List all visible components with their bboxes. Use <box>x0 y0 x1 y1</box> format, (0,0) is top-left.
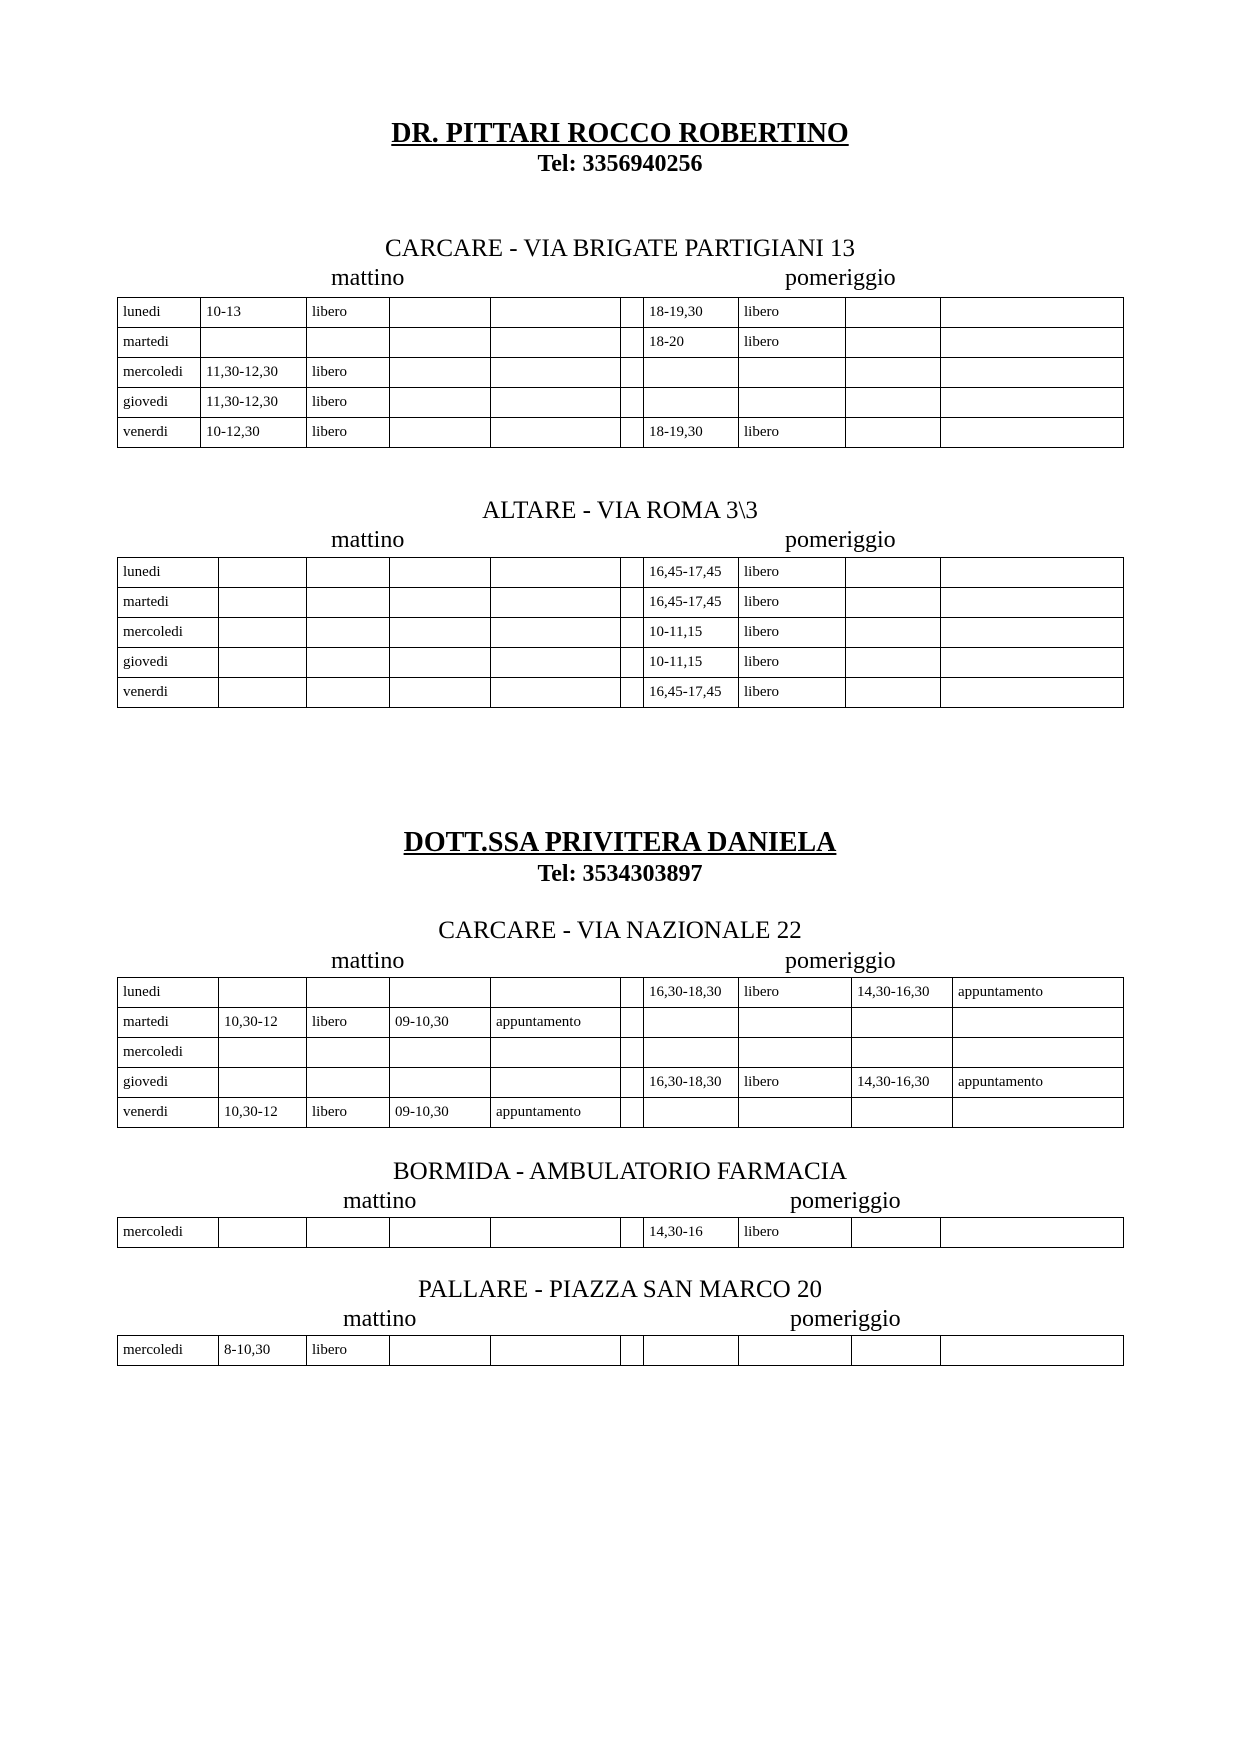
schedule-cell <box>390 298 491 328</box>
schedule-cell: 11,30-12,30 <box>201 388 307 418</box>
schedule-cell <box>739 1336 852 1366</box>
day-cell: venerdi <box>118 418 201 448</box>
location-title: CARCARE - VIA NAZIONALE 22 <box>438 917 802 944</box>
schedule-cell <box>491 588 621 618</box>
schedule-cell <box>941 648 1124 678</box>
schedule-cell <box>491 358 621 388</box>
schedule-cell: appuntamento <box>953 1068 1124 1098</box>
schedule-cell: 8-10,30 <box>219 1336 307 1366</box>
schedule-cell <box>621 1038 644 1068</box>
schedule-cell <box>491 298 621 328</box>
schedule-cell: 16,45-17,45 <box>644 558 739 588</box>
schedule-cell: 10,30-12 <box>219 1008 307 1038</box>
doctor-phone: Tel: 3356940256 <box>537 151 703 177</box>
schedule-cell <box>219 558 307 588</box>
schedule-cell <box>644 358 739 388</box>
schedule-cell: 10,30-12 <box>219 1098 307 1128</box>
schedule-cell <box>846 618 941 648</box>
schedule-cell <box>621 648 644 678</box>
schedule-cell <box>307 328 390 358</box>
schedule-cell: libero <box>739 298 846 328</box>
schedule-cell <box>846 388 941 418</box>
table-row <box>118 1038 1124 1068</box>
schedule-cell <box>219 1068 307 1098</box>
table-row <box>118 978 1124 1008</box>
schedule-cell: 16,30-18,30 <box>644 978 739 1008</box>
day-cell: mercoledi <box>118 618 219 648</box>
afternoon-label: pomeriggio <box>785 527 896 553</box>
schedule-cell <box>846 558 941 588</box>
morning-label: mattino <box>343 1188 417 1214</box>
doctor-name: DR. PITTARI ROCCO ROBERTINO <box>391 118 849 149</box>
schedule-cell <box>390 618 491 648</box>
schedule-cell <box>219 978 307 1008</box>
schedule-cell <box>852 1008 953 1038</box>
table-row <box>118 648 1124 678</box>
schedule-cell <box>621 1098 644 1128</box>
schedule-cell: appuntamento <box>953 978 1124 1008</box>
afternoon-label: pomeriggio <box>785 265 896 291</box>
day-cell: mercoledi <box>118 1336 219 1366</box>
schedule-cell <box>307 1068 390 1098</box>
schedule-cell <box>491 328 621 358</box>
schedule-cell: 16,45-17,45 <box>644 588 739 618</box>
schedule-cell: libero <box>307 298 390 328</box>
schedule-cell <box>621 1218 644 1248</box>
schedule-cell <box>621 978 644 1008</box>
schedule-cell <box>491 618 621 648</box>
day-cell: lunedi <box>118 978 219 1008</box>
schedule-cell: 09-10,30 <box>390 1098 491 1128</box>
schedule-cell <box>307 558 390 588</box>
schedule-cell <box>941 328 1124 358</box>
doctor-phone: Tel: 3534303897 <box>537 861 703 887</box>
schedule-cell <box>307 1038 390 1068</box>
table-row <box>118 388 1124 418</box>
schedule-body <box>118 558 1124 708</box>
schedule-cell <box>644 1098 739 1128</box>
schedule-cell <box>491 558 621 588</box>
table-row <box>118 618 1124 648</box>
schedule-cell <box>491 418 621 448</box>
schedule-cell <box>739 388 846 418</box>
schedule-cell <box>390 388 491 418</box>
table-row <box>118 418 1124 448</box>
schedule-cell <box>390 418 491 448</box>
schedule-cell <box>390 358 491 388</box>
schedule-cell <box>390 648 491 678</box>
day-cell: lunedi <box>118 558 219 588</box>
table-row <box>118 558 1124 588</box>
schedule-cell: libero <box>739 588 846 618</box>
table-row <box>118 1068 1124 1098</box>
schedule-cell: 10-12,30 <box>201 418 307 448</box>
schedule-cell <box>852 1038 953 1068</box>
afternoon-label: pomeriggio <box>790 1188 901 1214</box>
schedule-cell <box>644 1038 739 1068</box>
table-row <box>118 678 1124 708</box>
schedule-cell: 16,30-18,30 <box>644 1068 739 1098</box>
schedule-cell <box>941 558 1124 588</box>
schedule-cell <box>739 1008 852 1038</box>
schedule-cell <box>390 1068 491 1098</box>
schedule-cell <box>621 358 644 388</box>
schedule-table <box>117 297 1124 448</box>
schedule-cell: libero <box>739 1068 852 1098</box>
schedule-cell <box>390 328 491 358</box>
schedule-cell <box>644 388 739 418</box>
schedule-cell <box>307 618 390 648</box>
schedule-cell: libero <box>739 648 846 678</box>
schedule-cell <box>621 1336 644 1366</box>
schedule-cell <box>953 1008 1124 1038</box>
schedule-cell <box>307 978 390 1008</box>
schedule-cell <box>219 588 307 618</box>
schedule-cell <box>846 418 941 448</box>
schedule-cell <box>219 618 307 648</box>
schedule-cell: libero <box>739 978 852 1008</box>
table-row <box>118 358 1124 388</box>
schedule-table <box>117 1217 1124 1248</box>
schedule-cell <box>219 648 307 678</box>
day-cell: venerdi <box>118 678 219 708</box>
schedule-cell <box>621 328 644 358</box>
table-row <box>118 1218 1124 1248</box>
schedule-cell: appuntamento <box>491 1008 621 1038</box>
day-cell: mercoledi <box>118 1038 219 1068</box>
schedule-cell: libero <box>739 678 846 708</box>
doctor-name: DOTT.SSA PRIVITERA DANIELA <box>403 827 837 858</box>
schedule-cell <box>621 388 644 418</box>
schedule-cell: 10-13 <box>201 298 307 328</box>
schedule-cell <box>621 1068 644 1098</box>
morning-label: mattino <box>331 527 405 553</box>
afternoon-label: pomeriggio <box>785 948 896 974</box>
table-row <box>118 588 1124 618</box>
schedule-cell: 09-10,30 <box>390 1008 491 1038</box>
schedule-cell: 11,30-12,30 <box>201 358 307 388</box>
schedule-cell <box>491 1336 621 1366</box>
schedule-cell <box>852 1098 953 1128</box>
location-title: CARCARE - VIA BRIGATE PARTIGIANI 13 <box>384 235 856 262</box>
morning-label: mattino <box>331 265 405 291</box>
schedule-cell: libero <box>307 1098 390 1128</box>
schedule-body <box>118 978 1124 1128</box>
schedule-cell <box>739 1038 852 1068</box>
schedule-cell <box>201 328 307 358</box>
schedule-cell: libero <box>307 388 390 418</box>
schedule-cell <box>390 1336 491 1366</box>
schedule-cell: libero <box>307 418 390 448</box>
schedule-cell <box>307 648 390 678</box>
schedule-cell: 10-11,15 <box>644 618 739 648</box>
schedule-cell <box>491 648 621 678</box>
schedule-cell: 14,30-16 <box>644 1218 739 1248</box>
table-row <box>118 328 1124 358</box>
day-cell: giovedi <box>118 388 201 418</box>
schedule-cell <box>219 678 307 708</box>
schedule-cell <box>219 1038 307 1068</box>
schedule-cell <box>491 978 621 1008</box>
schedule-cell <box>644 1336 739 1366</box>
schedule-cell: 18-19,30 <box>644 418 739 448</box>
table-row <box>118 1098 1124 1128</box>
schedule-body <box>118 1218 1124 1248</box>
location-title: ALTARE - VIA ROMA 3\3 <box>482 497 758 524</box>
day-cell: mercoledi <box>118 1218 219 1248</box>
day-cell: giovedi <box>118 1068 219 1098</box>
schedule-cell: 18-19,30 <box>644 298 739 328</box>
schedule-cell <box>491 678 621 708</box>
schedule-cell <box>621 298 644 328</box>
schedule-cell <box>739 1098 852 1128</box>
schedule-cell: libero <box>739 328 846 358</box>
schedule-cell: libero <box>307 358 390 388</box>
schedule-cell <box>953 1098 1124 1128</box>
day-cell: venerdi <box>118 1098 219 1128</box>
schedule-cell <box>852 1218 941 1248</box>
schedule-cell: 10-11,15 <box>644 648 739 678</box>
schedule-cell: 14,30-16,30 <box>852 978 953 1008</box>
schedule-cell <box>941 418 1124 448</box>
day-cell: lunedi <box>118 298 201 328</box>
schedule-cell: libero <box>739 418 846 448</box>
schedule-cell <box>941 618 1124 648</box>
schedule-cell <box>491 388 621 418</box>
morning-label: mattino <box>343 1306 417 1332</box>
day-cell: giovedi <box>118 648 219 678</box>
day-cell: martedi <box>118 328 201 358</box>
schedule-cell <box>941 358 1124 388</box>
schedule-cell <box>621 1008 644 1038</box>
schedule-cell <box>953 1038 1124 1068</box>
schedule-cell <box>739 358 846 388</box>
schedule-cell <box>846 358 941 388</box>
schedule-cell <box>491 1218 621 1248</box>
schedule-cell <box>307 678 390 708</box>
schedule-cell <box>644 1008 739 1038</box>
day-cell: mercoledi <box>118 358 201 388</box>
schedule-cell: 18-20 <box>644 328 739 358</box>
schedule-cell <box>846 648 941 678</box>
schedule-cell <box>846 328 941 358</box>
schedule-cell: libero <box>739 1218 852 1248</box>
schedule-cell <box>621 678 644 708</box>
schedule-cell: libero <box>739 558 846 588</box>
schedule-cell <box>852 1336 941 1366</box>
schedule-cell <box>390 1218 491 1248</box>
schedule-cell <box>621 558 644 588</box>
schedule-cell <box>621 418 644 448</box>
schedule-cell: libero <box>307 1336 390 1366</box>
schedule-cell <box>846 588 941 618</box>
schedule-body <box>118 1336 1124 1366</box>
schedule-table <box>117 557 1124 708</box>
schedule-cell <box>621 618 644 648</box>
schedule-cell <box>941 1336 1124 1366</box>
day-cell: martedi <box>118 588 219 618</box>
schedule-cell <box>491 1068 621 1098</box>
schedule-cell <box>307 1218 390 1248</box>
schedule-cell: appuntamento <box>491 1098 621 1128</box>
schedule-cell: libero <box>739 618 846 648</box>
table-row <box>118 1336 1124 1366</box>
schedule-body <box>118 298 1124 448</box>
morning-label: mattino <box>331 948 405 974</box>
schedule-cell <box>941 678 1124 708</box>
schedule-cell <box>390 978 491 1008</box>
schedule-cell <box>846 298 941 328</box>
schedule-table <box>117 1335 1124 1366</box>
day-cell: martedi <box>118 1008 219 1038</box>
schedule-cell <box>941 298 1124 328</box>
schedule-cell <box>846 678 941 708</box>
location-title: BORMIDA - AMBULATORIO FARMACIA <box>393 1158 847 1185</box>
schedule-cell <box>491 1038 621 1068</box>
schedule-table <box>117 977 1124 1128</box>
location-title: PALLARE - PIAZZA SAN MARCO 20 <box>418 1276 822 1303</box>
schedule-cell: libero <box>307 1008 390 1038</box>
afternoon-label: pomeriggio <box>790 1306 901 1332</box>
schedule-cell <box>307 588 390 618</box>
schedule-cell <box>941 388 1124 418</box>
schedule-cell: 16,45-17,45 <box>644 678 739 708</box>
schedule-cell <box>219 1218 307 1248</box>
schedule-cell: 14,30-16,30 <box>852 1068 953 1098</box>
schedule-cell <box>941 1218 1124 1248</box>
schedule-cell <box>621 588 644 618</box>
schedule-cell <box>390 588 491 618</box>
table-row <box>118 1008 1124 1038</box>
schedule-cell <box>941 588 1124 618</box>
schedule-cell <box>390 1038 491 1068</box>
table-row <box>118 298 1124 328</box>
schedule-cell <box>390 558 491 588</box>
schedule-cell <box>390 678 491 708</box>
